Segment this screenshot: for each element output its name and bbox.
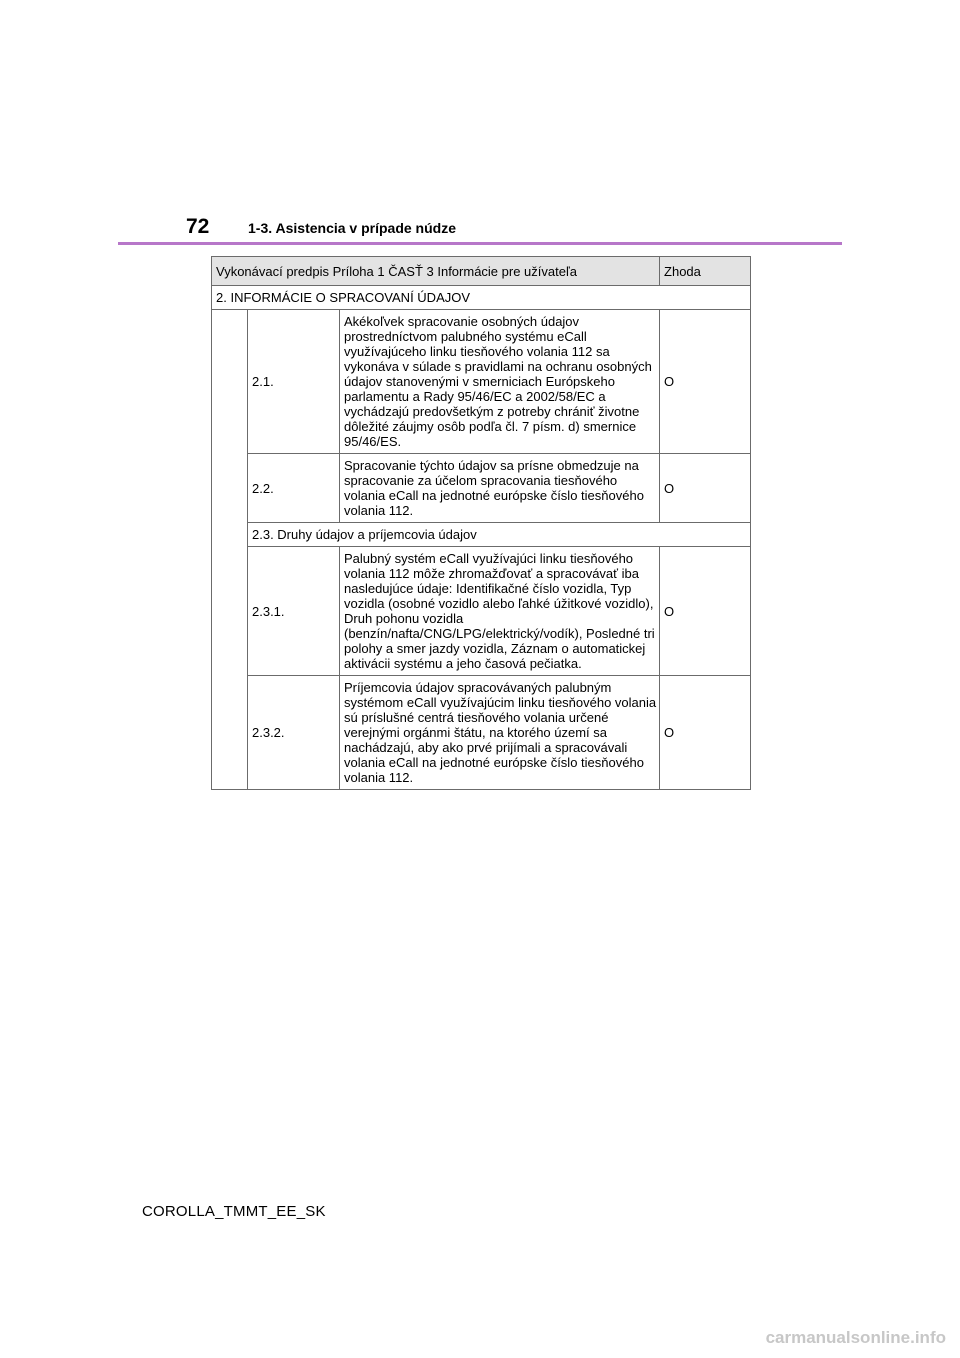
row-number: 2.3.1. xyxy=(248,547,340,676)
row-compliance: O xyxy=(660,547,751,676)
row-compliance: O xyxy=(660,454,751,523)
spec-table xyxy=(211,256,751,790)
row-compliance: O xyxy=(660,310,751,454)
column-header-main: Vykonávací predpis Príloha 1 ČASŤ 3 Informácie pre užívateľa xyxy=(212,257,660,286)
row-number: 2.1. xyxy=(248,310,340,454)
table-row xyxy=(212,454,751,523)
page-number: 72 xyxy=(186,215,210,238)
row-text: Príjemcovia údajov spracovávaných palubným systémom eCall využívajúcim linku tiesňového volania sú príslušné centrá tiesňového volania určené verejnými orgánmi štátu, na ktorého území sa nachádzajú, aby ako prvé prijímali a spracovávali volania eCall na jednotné európske číslo tiesňového volania 112. xyxy=(340,676,660,790)
row-number: 2.2. xyxy=(248,454,340,523)
table-header-row xyxy=(212,257,751,286)
document-code: COROLLA_TMMT_EE_SK xyxy=(142,1203,326,1220)
section-title: 1-3. Asistencia v prípade núdze xyxy=(248,220,456,236)
section-heading: 2. INFORMÁCIE O SPRACOVANÍ ÚDAJOV xyxy=(212,286,751,310)
table-row xyxy=(212,547,751,676)
subsection-heading-row xyxy=(212,523,751,547)
row-number: 2.3.2. xyxy=(248,676,340,790)
table-row xyxy=(212,310,751,454)
indent-cell xyxy=(212,310,248,790)
watermark: carmanualsonline.info xyxy=(765,1328,946,1347)
row-text: Akékoľvek spracovanie osobných údajov prostredníctvom palubného systému eCall využívajúceho linku tiesňového volania 112 sa vykonáva v súlade s pravidlami na ochranu osobných údajov stanovenými v smerniciach Európskeho parlamentu a Rady 95/46/EC a 2002/58/EC a vychádzajú predovšetkým z potreby chrániť životne dôležité záujmy osôb podľa čl. 7 písm. d) smernice 95/46/ES. xyxy=(340,310,660,454)
subsection-heading: 2.3. Druhy údajov a príjemcovia údajov xyxy=(248,523,751,547)
row-compliance: O xyxy=(660,676,751,790)
column-header-compliance: Zhoda xyxy=(660,257,751,286)
section-heading-row xyxy=(212,286,751,310)
row-text: Palubný systém eCall využívajúci linku tiesňového volania 112 môže zhromažďovať a spracovávať iba nasledujúce údaje: Identifikačné číslo vozidla, Typ vozidla (osobné vozidlo alebo ľahké úžitkové vozidlo), Druh pohonu vozidla (benzín/nafta/CNG/LPG/elektrický/vodík), Posledné tri polohy a smer jazdy vozidla, Záznam o automatickej aktivácii systému a jeho časová pečiatka. xyxy=(340,547,660,676)
table-row xyxy=(212,676,751,790)
row-text: Spracovanie týchto údajov sa prísne obmedzuje na spracovanie za účelom spracovania tiesňového volania eCall na jednotné európske číslo tiesňového volania 112. xyxy=(340,454,660,523)
header-rule xyxy=(118,242,842,245)
